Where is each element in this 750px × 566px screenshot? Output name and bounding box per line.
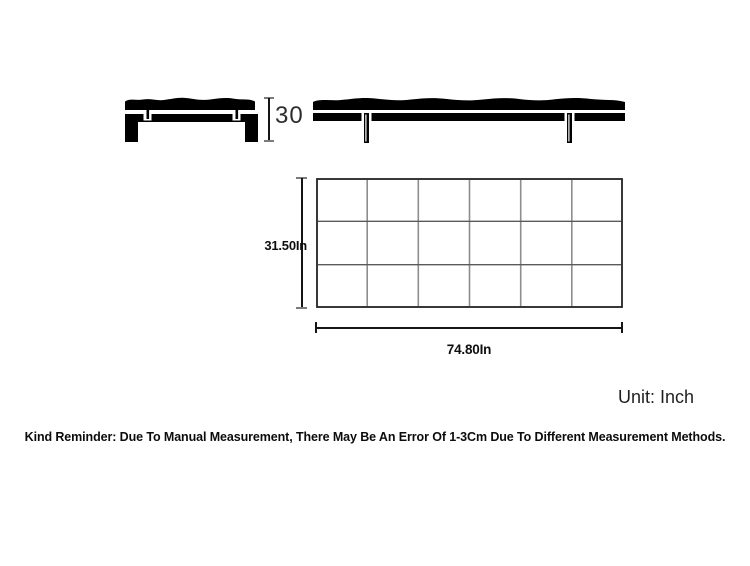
- depth-dim-bottom-cap: [296, 307, 307, 309]
- cushion-peg-left: [147, 109, 150, 119]
- width-dim-line: [315, 327, 623, 329]
- height-dim-line: [268, 98, 270, 141]
- frame-rail: [313, 113, 625, 121]
- bench-front-view-drawing: [310, 93, 628, 145]
- bench-end-view-drawing: [120, 93, 260, 145]
- frame-left-leg: [125, 122, 138, 142]
- cushion-shape: [125, 98, 255, 110]
- width-dim-label: 74.80In: [446, 342, 492, 357]
- depth-dim-label: 31.50In: [264, 238, 307, 253]
- cushion-peg-right: [236, 109, 239, 119]
- reminder-text: Kind Reminder: Due To Manual Measurement, There May Be An Error Of 1-3Cm Due To Different Measurement Methods.: [24, 430, 726, 444]
- front-right-leg-highlight: [568, 115, 569, 142]
- height-dim-bottom-cap: [264, 140, 274, 142]
- bench-top-view-grid: [316, 178, 623, 308]
- unit-label: Unit: Inch: [617, 387, 694, 407]
- height-dim-label: 30: [275, 102, 304, 129]
- front-left-leg-highlight: [365, 115, 366, 142]
- frame-right-leg: [245, 122, 258, 142]
- top-view-vertical-seams: [367, 180, 572, 306]
- width-dim-right-tick: [621, 322, 623, 333]
- cushion-shape: [313, 98, 625, 110]
